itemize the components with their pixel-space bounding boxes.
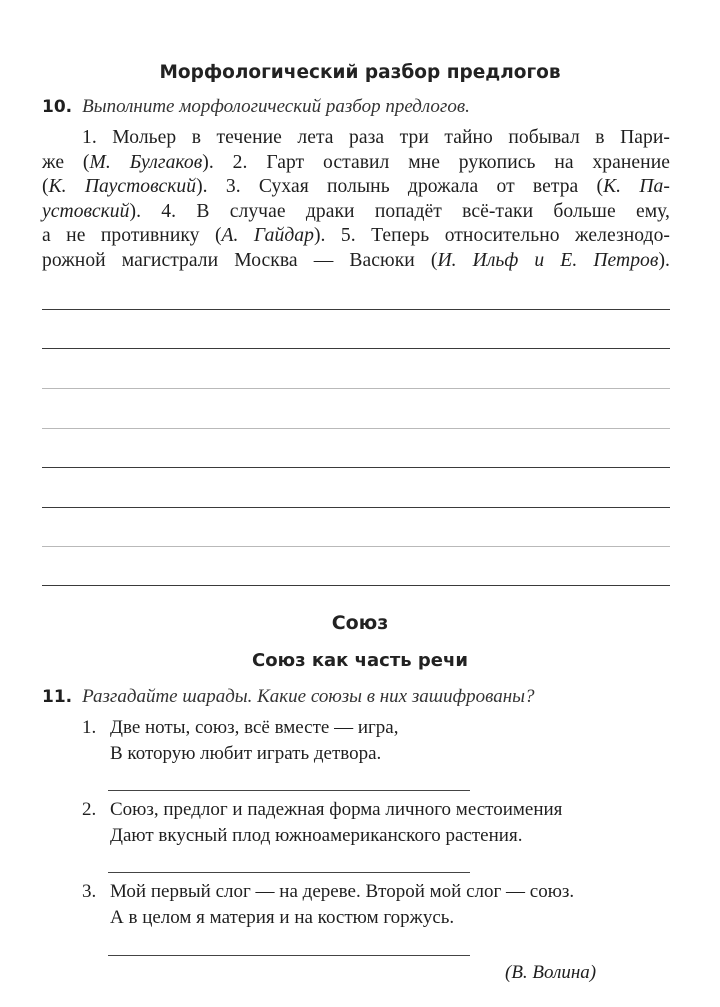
- answer-line-8[interactable]: [42, 585, 670, 586]
- text-row: 1. Мольер в течение лета раза три тайно побывал в Пари-: [82, 127, 670, 148]
- text-row: устовский). 4. В случае драки попадёт всё-таки больше ему,: [42, 200, 670, 222]
- riddle-1: 1. Две ноты, союз, всё вместе — игра, В которую любит играть детвора.: [82, 717, 399, 764]
- task-instruction: Выполните морфологический разбор предлогов.: [82, 96, 470, 117]
- text-row: же (М. Булгаков). 2. Гарт оставил мне рукопись на хранение: [42, 151, 670, 173]
- answer-line-1[interactable]: [42, 309, 670, 310]
- task-10-text: [42, 126, 670, 273]
- answer-line-7[interactable]: [42, 546, 670, 547]
- answer-line-6[interactable]: [42, 507, 670, 508]
- riddle-2: 2. Союз, предлог и падежная форма личного местоимения Дают вкусный плод южноамериканского растения.: [82, 799, 563, 846]
- task-number: 11.: [42, 687, 73, 707]
- text-row: рожной магистрали Москва — Васюки (И. Ильф и Е. Петров).: [42, 249, 670, 271]
- task-instruction: Разгадайте шарады. Какие союзы в них зашифрованы?: [82, 686, 535, 707]
- riddle-answer-line-3[interactable]: [108, 955, 470, 956]
- riddle-answer-line-2[interactable]: [108, 872, 470, 873]
- riddle-author: (В. Волина): [505, 962, 597, 983]
- section-title-prepositions: Морфологический разбор предлогов: [159, 62, 561, 83]
- task-number: 10.: [42, 97, 73, 117]
- riddle-3: 3. Мой первый слог — на дереве. Второй мой слог — союз. А в целом я материя и на костюм горжусь.: [82, 881, 575, 928]
- answer-line-4[interactable]: [42, 428, 670, 429]
- answer-line-2[interactable]: [42, 348, 670, 349]
- text-row: а не противнику (А. Гайдар). 5. Теперь относительно железнодо-: [42, 225, 670, 246]
- text-row: (К. Паустовский). 3. Сухая полынь дрожала от ветра (К. Па-: [42, 176, 670, 197]
- section-title-conjunction: Союз: [331, 612, 389, 634]
- section-subtitle: Союз как часть речи: [252, 650, 468, 671]
- answer-line-5[interactable]: [42, 467, 670, 468]
- answer-line-3[interactable]: [42, 388, 670, 389]
- task-11-header: [42, 686, 535, 708]
- riddle-answer-line-1[interactable]: [108, 790, 470, 791]
- task-10-header: [42, 96, 470, 118]
